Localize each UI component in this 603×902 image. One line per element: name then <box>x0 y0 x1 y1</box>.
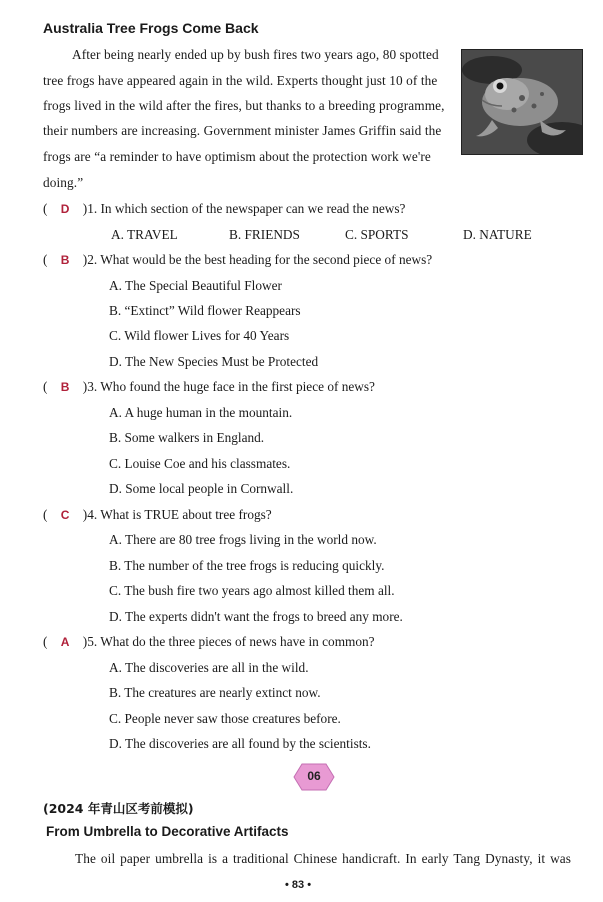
article-line: frogs lived in the wild after the fires, but thanks to a breeding programme, <box>43 98 445 113</box>
option: D. Some local people in Cornwall. <box>109 481 294 496</box>
option: C. Wild flower Lives for 40 Years <box>109 328 290 343</box>
option: B. “Extinct” Wild flower Reappears <box>109 303 301 318</box>
next-article-line: The oil paper umbrella is a traditional Chinese handicraft. In early Tang Dynasty, it was <box>75 851 572 866</box>
answer-4: C <box>60 508 70 522</box>
question-5: ( A )5. What do the three pieces of news have in common? <box>43 634 375 649</box>
answer-2: B <box>60 253 70 267</box>
option: A. TRAVEL <box>111 227 178 242</box>
option: B. The number of the tree frogs is reducing quickly. <box>109 558 385 573</box>
question-2: ( B )2. What would be the best heading for the second piece of news? <box>43 252 433 267</box>
answer-5: A <box>60 635 70 649</box>
source-note: (2024 年青山区考前模拟) <box>43 801 194 816</box>
option: C. Louise Coe and his classmates. <box>109 456 291 471</box>
article-line: doing.” <box>43 175 84 190</box>
next-article-title: From Umbrella to Decorative Artifacts <box>46 824 289 839</box>
question-4: ( C )4. What is TRUE about tree frogs? <box>43 507 272 522</box>
option: A. A huge human in the mountain. <box>109 405 293 420</box>
option: D. The New Species Must be Protected <box>109 354 319 369</box>
option: A. The discoveries are all in the wild. <box>109 660 309 675</box>
frog-photo <box>461 49 583 155</box>
option: A. There are 80 tree frogs living in the world now. <box>109 532 377 547</box>
article-line: frogs are “a reminder to have optimism about the protection work we're <box>43 149 431 164</box>
option: B. Some walkers in England. <box>109 430 265 445</box>
option: D. NATURE <box>463 227 532 242</box>
option: D. The experts didn't want the frogs to breed any more. <box>109 609 403 624</box>
section-badge <box>293 763 335 791</box>
option: C. SPORTS <box>345 227 409 242</box>
question-1: ( D )1. In which section of the newspaper can we read the news? <box>43 201 406 216</box>
article-line: After being nearly ended up by bush fires two years ago, 80 spotted <box>72 47 439 62</box>
question-3: ( B )3. Who found the huge face in the first piece of news? <box>43 379 375 394</box>
option: C. The bush fire two years ago almost killed them all. <box>109 583 395 598</box>
option: C. People never saw those creatures before. <box>109 711 341 726</box>
article-title: Australia Tree Frogs Come Back <box>43 20 259 36</box>
article-line: their numbers are increasing. Government minister James Griffin said the <box>43 123 442 138</box>
answer-1: D <box>60 202 70 216</box>
option: D. The discoveries are all found by the scientists. <box>109 736 371 751</box>
article-line: tree frogs have appeared again in the wild. Experts thought just 10 of the <box>43 73 438 88</box>
option: B. The creatures are nearly extinct now. <box>109 685 321 700</box>
frog-icon <box>462 50 582 154</box>
section-badge-number: 06 <box>307 769 321 783</box>
option: A. The Special Beautiful Flower <box>109 278 282 293</box>
answer-3: B <box>60 380 70 394</box>
page-number: • 83 • <box>285 879 312 891</box>
option: B. FRIENDS <box>229 227 300 242</box>
